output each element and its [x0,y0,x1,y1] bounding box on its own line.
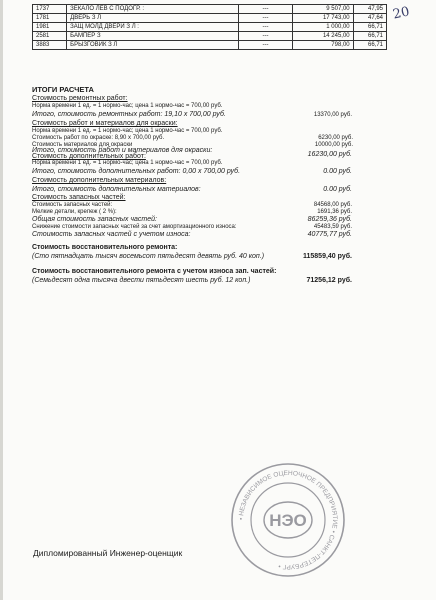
spare-total-value: 86259,36 руб. [307,216,352,223]
table-row [33,5,387,14]
small-parts-label: Мелкие детали, крепеж ( 2 %): [32,209,117,215]
part-dash: --- [238,5,293,14]
restore-wear-value: 71256,12 руб. [306,277,352,284]
part-code: 1781 [33,14,67,23]
part-dash: --- [238,41,293,50]
small-parts-value: 1691,36 руб. [317,209,352,215]
summary-title: ИТОГИ РАСЧЕТА [32,85,94,94]
part-code: 1981 [33,23,67,32]
extra-total-value: 0.00 руб. [323,168,352,175]
table-row [33,23,387,32]
spare-header: Стоимость запасных частей: [32,194,126,201]
part-price: 17 743,00 [293,14,353,23]
part-price: 14 245,00 [293,32,353,41]
part-dash: --- [238,32,293,41]
spare-with-wear-value: 40775,77 руб. [307,231,352,238]
paint-work-label: Стоимость работ по окраске: 8,90 х 700,00 руб. [32,135,165,141]
restore-value: 115859,40 руб. [303,253,352,260]
part-price: 798,00 [293,41,353,50]
company-stamp [228,460,348,580]
stamp-center-text: НЭО [269,511,307,530]
wear-reduction-label: Снижение стоимости запасных частей за счет амортизационного износа: [32,224,237,230]
restore-wear-words: (Семьдесят одна тысяча двести пятьдесят шесть руб. 12 коп.) [32,277,251,284]
part-name: ЗЕКАЛО ЛЕВ С ПОДОГР. : [67,5,239,14]
part-wear: 66,71 [353,41,386,50]
part-name: ДВЕРЬ З Л [67,14,239,23]
paint-norm: Норма времени 1 ед. = 1 нормо-час; цена 1 нормо-час = 700,00 руб. [32,128,223,134]
repair-total-value: 13370,00 руб. [313,112,352,118]
part-wear: 47,64 [353,14,386,23]
part-wear: 47,95 [353,5,386,14]
scan-edge [0,0,3,600]
paint-mat-value: 10000,00 руб. [314,142,353,148]
table-row [33,41,387,50]
repair-total-label: Итого, стоимость ремонтных работ: 19,10 х 700,00 руб. [32,111,226,118]
restore-label: Стоимость восстановительного ремонта: [32,244,178,251]
parts-table [32,4,387,50]
stamp-ring-text: • НЕЗАВИСИМОЕ ОЦЕНОЧНОЕ ПРЕДПРИЯТИЕ • САНКТ-ПЕТЕРБУРГ • [237,469,339,571]
restore-words: (Сто пятнадцать тысяч восемьсот пятьдесят девять руб. 40 коп.) [32,253,265,260]
repair-header: Стоимость ремонтных работ: [32,95,128,102]
paint-total-label: Итого, стоимость работ и материалов для окраски: [32,147,213,154]
paint-header: Стоимость работ и материалов для окраски: [32,120,178,127]
paint-mat-label: Стоимость материалов для окраски [32,142,133,148]
signature-title: Дипломированный Инженер-оценщик [33,548,183,558]
part-name: ЗАЩ МОЛД ДВЕРИ З Л : [67,23,239,32]
repair-norm: Норма времени 1 ед. = 1 нормо-час; цена 1 нормо-час = 700,00 руб. [32,103,223,109]
part-wear: 66,71 [353,23,386,32]
table-row [33,14,387,23]
extra-norm: Норма времени 1 ед. = 1 нормо-час; цена 1 нормо-час = 700,00 руб. [32,160,223,166]
spare-total-label: Общая стоимость запасных частей: [32,216,157,223]
part-code: 2581 [33,32,67,41]
part-price: 9 507,00 [293,5,353,14]
part-wear: 66,71 [353,32,386,41]
extra-header: Стоимость дополнительных работ: [32,153,146,160]
spare-with-wear-label: Стоимость запасных частей с учетом износа: [32,231,191,238]
wear-reduction-value: 45483,59 руб. [313,224,352,230]
extra-mat-total-value: 0.00 руб. [323,186,352,193]
part-dash: --- [238,23,293,32]
extra-mat-total-label: Итого, стоимость дополнительных материалов: [32,186,201,193]
part-price: 1 000,00 [293,23,353,32]
part-code: 3883 [33,41,67,50]
extra-total-label: Итого, стоимость дополнительных работ: 0,00 х 700,00 руб. [32,168,241,175]
paint-total-value: 16230,00 руб. [307,151,352,158]
paint-work-value: 6230,00 руб. [318,135,353,141]
spare-parts-value: 84568,00 руб. [313,202,352,208]
part-name: БАМПЕР З [67,32,239,41]
handwritten-page-number: 20 [391,4,411,23]
table-row [33,32,387,41]
part-code: 1737 [33,5,67,14]
part-dash: --- [238,14,293,23]
extra-mat-header: Стоимость дополнительных материалов: [32,177,167,184]
spare-parts-label: Стоимость запасных частей: [32,202,113,208]
restore-wear-label: Стоимость восстановительного ремонта с учетом износа зап. частей: [32,268,277,275]
part-name: БРЫЗГОВИК З Л [67,41,239,50]
